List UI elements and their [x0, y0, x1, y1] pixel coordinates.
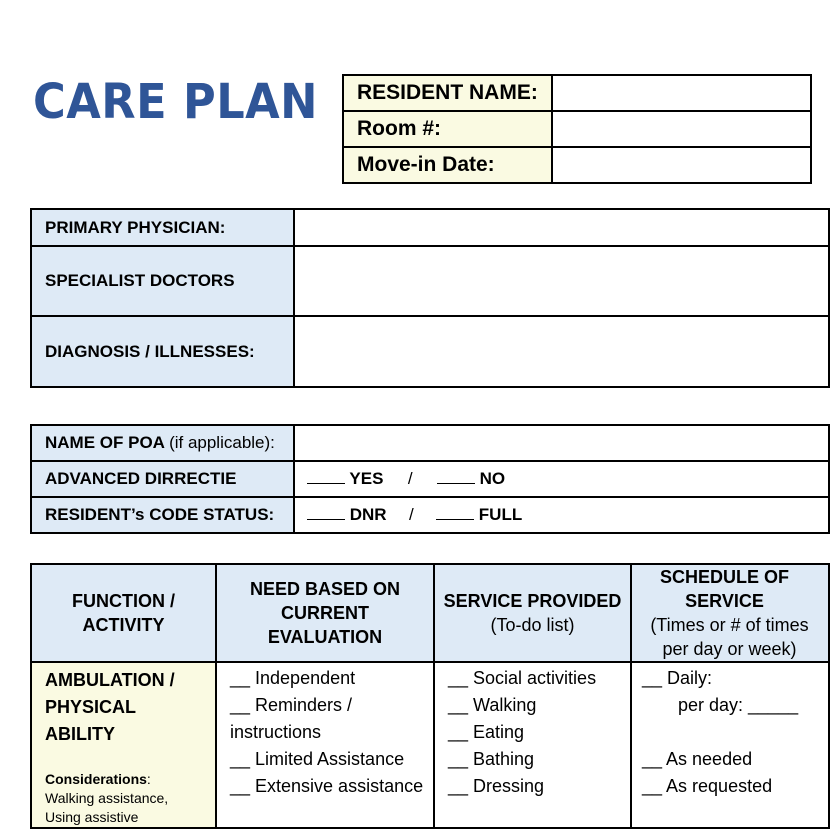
- yes-option: YES: [349, 469, 384, 488]
- room-label: Room #:: [343, 111, 552, 147]
- poa-name-field[interactable]: [294, 425, 829, 461]
- service-cell: [434, 662, 631, 828]
- considerations-label: Considerations: [45, 771, 147, 787]
- movein-date-label: Move-in Date:: [343, 147, 552, 183]
- yes-blank[interactable]: [307, 470, 345, 484]
- service-item[interactable]: __ Eating: [448, 722, 525, 742]
- service-item[interactable]: __ Dressing: [448, 776, 545, 796]
- specialist-doctors-field[interactable]: [294, 246, 829, 316]
- need-cell: [216, 662, 434, 828]
- care-row-ambulation: [31, 662, 829, 828]
- directive-slash: /: [407, 469, 413, 488]
- schedule-item[interactable]: __ As requested: [642, 776, 773, 796]
- header-schedule-title: SCHEDULE OF SERVICE: [659, 567, 789, 611]
- schedule-item[interactable]: __ As needed: [642, 749, 753, 769]
- need-item[interactable]: __ Extensive assistance: [230, 776, 424, 796]
- schedule-item[interactable]: per day: _____: [678, 695, 799, 715]
- advanced-directive-options: [294, 461, 829, 497]
- page-title: CARE PLAN: [33, 74, 318, 130]
- need-item[interactable]: __ Independent: [230, 668, 356, 688]
- need-item[interactable]: __ Limited Assistance: [230, 749, 405, 769]
- header-schedule: [631, 564, 829, 662]
- dnr-blank[interactable]: [307, 506, 345, 520]
- doctors-table: [30, 208, 830, 388]
- no-option: NO: [479, 469, 506, 488]
- header-schedule-note: (Times or # of times per day or week): [650, 615, 809, 659]
- full-blank[interactable]: [436, 506, 474, 520]
- resident-name-label: RESIDENT NAME:: [343, 75, 552, 111]
- diagnosis-label: DIAGNOSIS / ILLNESSES:: [31, 316, 294, 387]
- header-service-note: (To-do list): [490, 615, 575, 635]
- diagnosis-field[interactable]: [294, 316, 829, 387]
- schedule-spacer: [642, 719, 828, 746]
- service-item[interactable]: __ Social activities: [448, 668, 597, 688]
- specialist-doctors-label: SPECIALIST DOCTORS: [31, 246, 294, 316]
- no-blank[interactable]: [437, 470, 475, 484]
- movein-date-field[interactable]: [552, 147, 811, 183]
- need-item: instructions: [230, 722, 322, 742]
- care-plan-table: [30, 563, 830, 829]
- header-function: FUNCTION / ACTIVITY: [31, 564, 216, 662]
- considerations-text: Walking assistance, Using assistive: [45, 790, 169, 825]
- code-status-label: RESIDENT’s CODE STATUS:: [31, 497, 294, 533]
- code-slash: /: [408, 505, 414, 524]
- header-need: NEED BASED ON CURRENT EVALUATION: [216, 564, 434, 662]
- primary-physician-label: PRIMARY PHYSICIAN:: [31, 209, 294, 246]
- service-item[interactable]: __ Walking: [448, 695, 537, 715]
- room-field[interactable]: [552, 111, 811, 147]
- schedule-cell: [631, 662, 829, 828]
- primary-physician-field[interactable]: [294, 209, 829, 246]
- poa-name-label: [31, 425, 294, 461]
- function-cell: [31, 662, 216, 828]
- need-item[interactable]: __ Reminders /: [230, 695, 353, 715]
- poa-name-note: (if applicable):: [169, 433, 275, 452]
- header-service-title: SERVICE PROVIDED: [443, 591, 622, 611]
- schedule-item[interactable]: __ Daily:: [642, 668, 713, 688]
- header-service: [434, 564, 631, 662]
- service-item[interactable]: __ Bathing: [448, 749, 535, 769]
- poa-name-label-text: NAME OF POA: [45, 433, 165, 452]
- code-status-options: [294, 497, 829, 533]
- advanced-directive-label: ADVANCED DIRRECTIE: [31, 461, 294, 497]
- dnr-option: DNR: [349, 505, 387, 524]
- full-option: FULL: [478, 505, 523, 524]
- function-name: AMBULATION / PHYSICAL ABILITY: [45, 670, 175, 744]
- considerations: Considerations: Walking assistance, Using assistive: [45, 771, 169, 825]
- poa-table: [30, 424, 830, 534]
- resident-info-table: [342, 74, 812, 184]
- resident-name-field[interactable]: [552, 75, 811, 111]
